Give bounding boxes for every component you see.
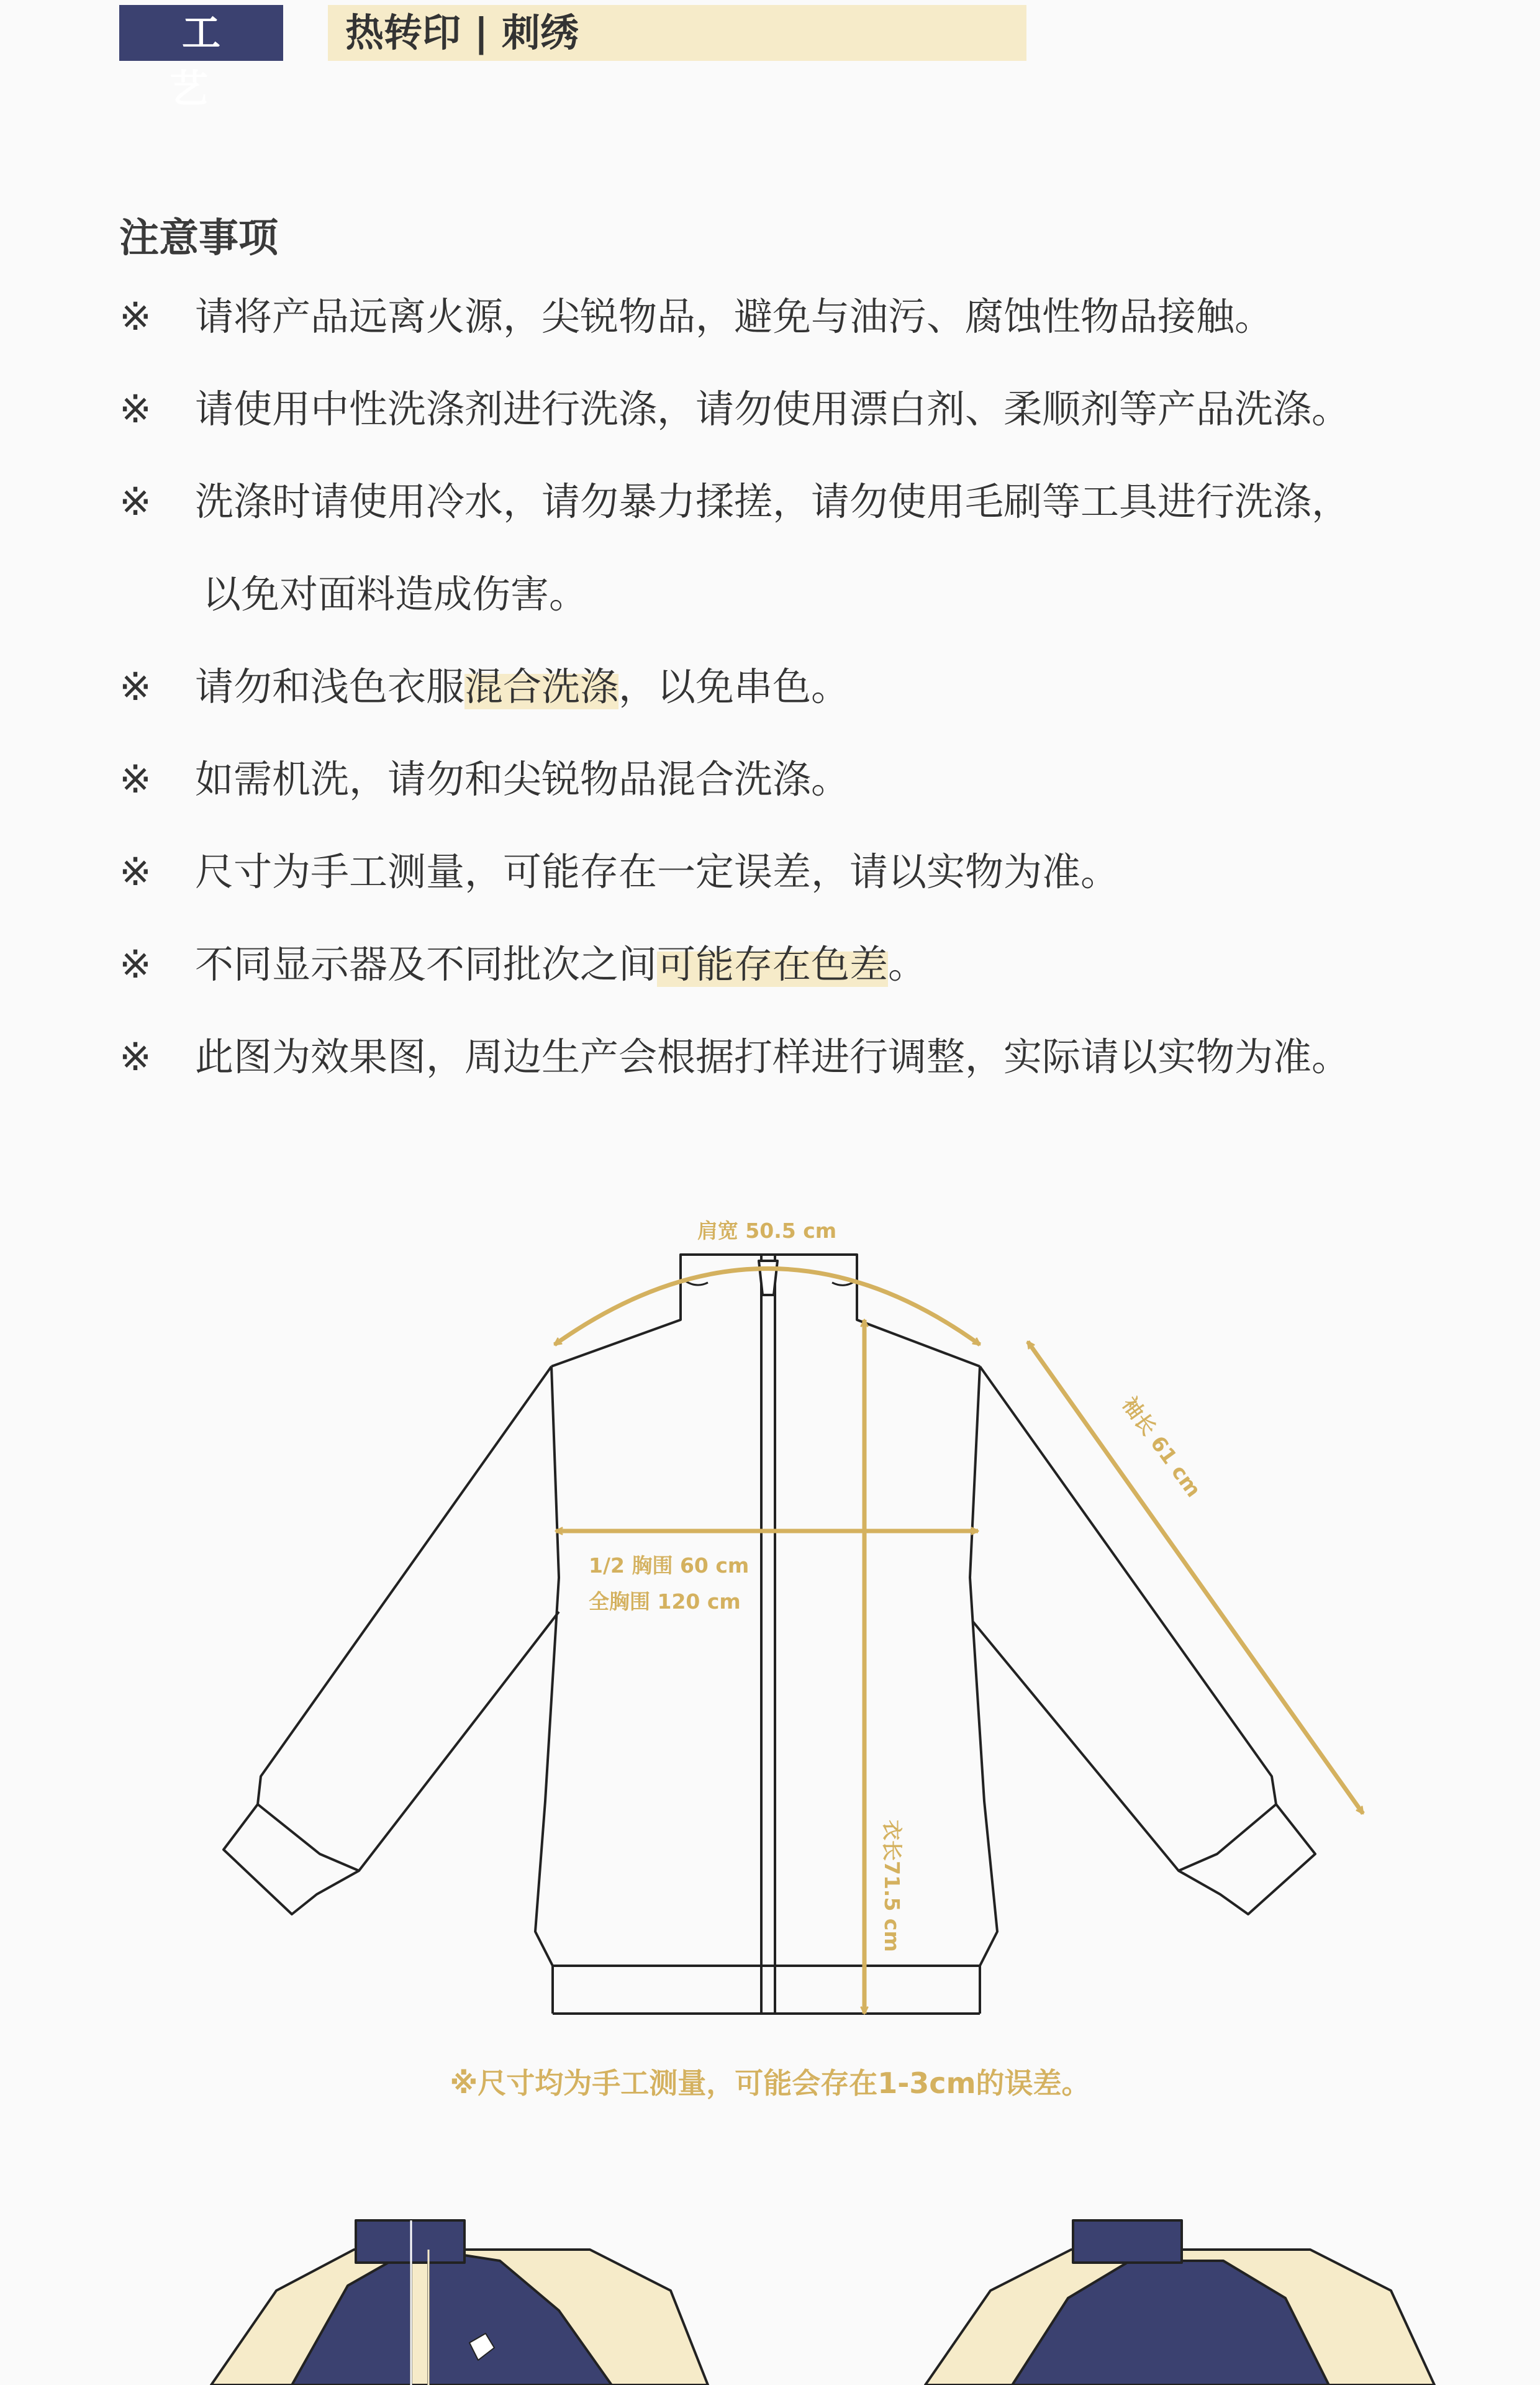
note-item bbox=[119, 471, 1485, 563]
note-item-continuation bbox=[119, 563, 1485, 656]
note-item bbox=[119, 1026, 1485, 1119]
note-text-pre: 请勿和浅色衣服 bbox=[195, 664, 465, 709]
note-text-post: ，以免串色。 bbox=[618, 664, 850, 709]
note-text: 如需机洗，请勿和尖锐物品混合洗涤。 bbox=[195, 756, 850, 802]
notes-title: 注意事项 bbox=[119, 216, 278, 261]
note-item bbox=[119, 378, 1485, 471]
half-chest-label: 1/2 胸围 60 cm bbox=[589, 1553, 750, 1578]
note-bullet-icon: ※ bbox=[119, 294, 152, 339]
note-bullet-icon: ※ bbox=[119, 386, 152, 432]
notes-list bbox=[119, 286, 1485, 1119]
jacket-size-diagram bbox=[0, 1180, 1540, 2112]
note-text: 请使用中性洗涤剂进行洗涤，请勿使用漂白剂、柔顺剂等产品洗涤。 bbox=[195, 386, 1351, 432]
note-highlight: 可能存在色差 bbox=[657, 942, 889, 987]
shoulder-label: 肩宽 50.5 cm bbox=[697, 1219, 837, 1243]
note-item bbox=[119, 286, 1485, 378]
note-item bbox=[119, 748, 1485, 841]
note-text: 以免对面料造成伤害。 bbox=[202, 571, 588, 617]
note-item bbox=[119, 841, 1485, 934]
jacket-outline bbox=[224, 1255, 1315, 2014]
note-bullet-icon: ※ bbox=[119, 756, 152, 802]
note-text: 尺寸为手工测量，可能存在一定误差，请以实物为准。 bbox=[195, 849, 1120, 894]
note-bullet-icon: ※ bbox=[119, 479, 152, 524]
note-text-post: 。 bbox=[888, 942, 927, 987]
front-colorway-jacket bbox=[211, 2220, 708, 2385]
note-bullet-icon: ※ bbox=[119, 942, 152, 987]
length-label: 衣长71.5 cm bbox=[880, 1820, 904, 1952]
note-bullet-icon: ※ bbox=[119, 664, 152, 709]
sleeve-arrow bbox=[1028, 1342, 1363, 1814]
note-item bbox=[119, 934, 1485, 1026]
dimension-lines bbox=[555, 1269, 1363, 2014]
note-text bbox=[195, 656, 849, 718]
colorway-previews bbox=[0, 2211, 1540, 2385]
craft-label: 工 艺 bbox=[119, 5, 283, 61]
note-highlight: 混合洗涤 bbox=[464, 664, 619, 709]
back-colorway-jacket bbox=[925, 2220, 1434, 2385]
note-text: 洗涤时请使用冷水，请勿暴力揉搓，请勿使用毛刷等工具进行洗涤， bbox=[195, 479, 1351, 524]
measurement-footnote: ※尺寸均为手工测量，可能会存在1-3cm的误差。 bbox=[450, 2066, 1090, 2100]
note-text: 此图为效果图，周边生产会根据打样进行调整，实际请以实物为准。 bbox=[195, 1034, 1351, 1079]
note-bullet-icon: ※ bbox=[119, 849, 152, 894]
note-text: 请将产品远离火源，尖锐物品，避免与油污、腐蚀性物品接触。 bbox=[195, 294, 1274, 339]
craft-value: 热转印 | 刺绣 bbox=[328, 5, 1026, 61]
note-bullet-icon: ※ bbox=[119, 1034, 152, 1079]
sleeve-label: 袖长 61 cm bbox=[1117, 1392, 1207, 1502]
full-chest-label: 全胸围 120 cm bbox=[589, 1589, 741, 1614]
note-item bbox=[119, 656, 1485, 748]
note-text bbox=[195, 934, 926, 996]
note-text-pre: 不同显示器及不同批次之间 bbox=[195, 942, 658, 987]
